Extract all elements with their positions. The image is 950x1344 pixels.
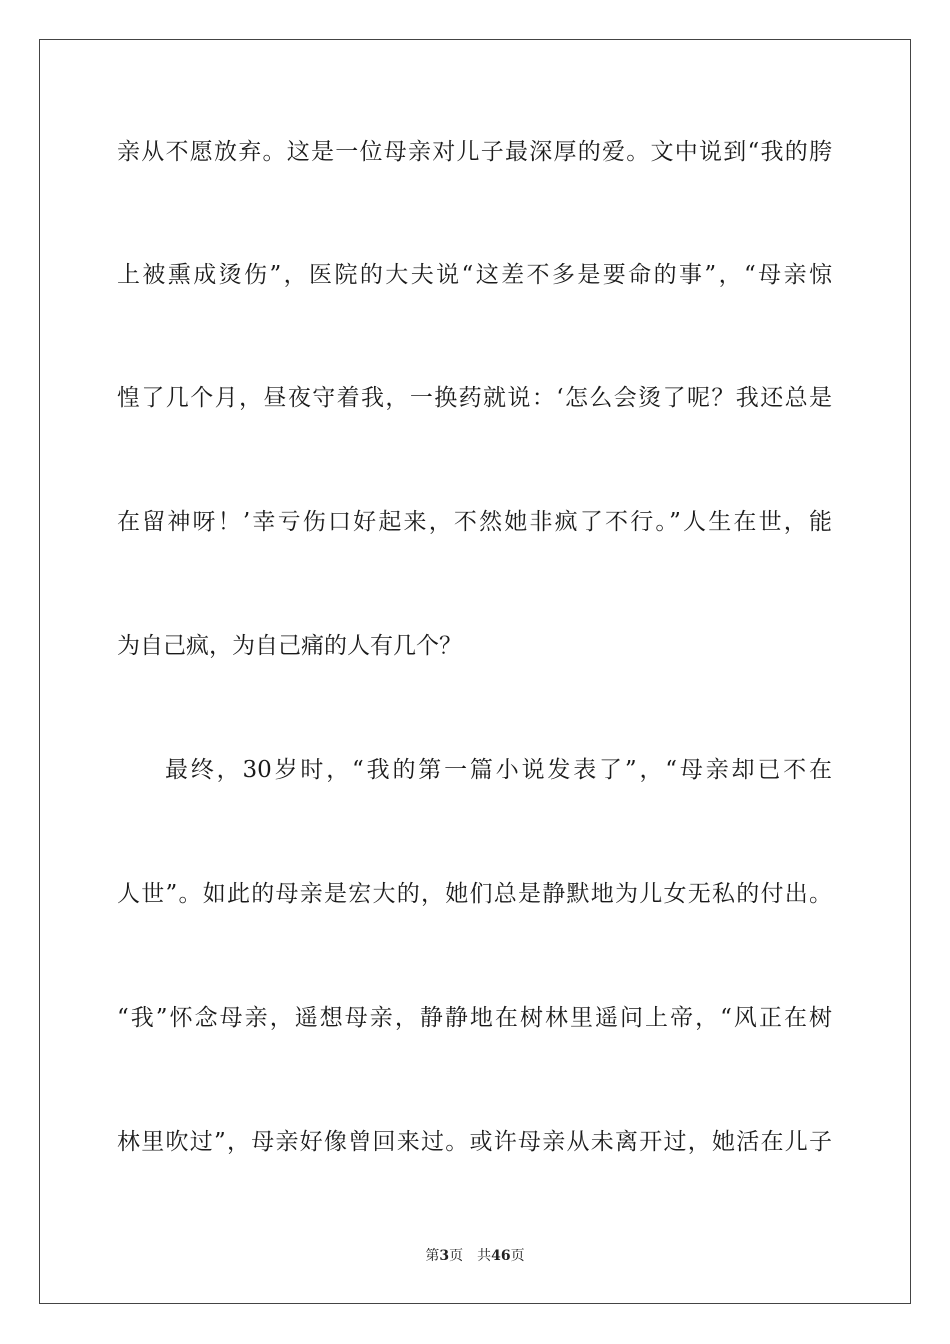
page-footer xyxy=(0,1246,950,1266)
total-suffix: 页 xyxy=(510,1248,525,1264)
total-prefix: 共 xyxy=(477,1248,492,1264)
page-number: 3 xyxy=(439,1248,450,1264)
page-border xyxy=(39,39,911,1304)
page-suffix: 页 xyxy=(449,1248,464,1264)
paragraph-first-line: 最终，30岁时，“我的第一篇小说发表了”，“母亲却已不在 xyxy=(165,757,832,783)
text-line: 亲从不愿放弃。这是一位母亲对儿子最深厚的爱。文中说到“我的胯 xyxy=(117,139,832,165)
page-prefix: 第 xyxy=(425,1248,440,1264)
text-line: 为自己疯，为自己痛的人有几个？ xyxy=(117,633,462,659)
text-line: “我”怀念母亲，遥想母亲，静静地在树林里遥问上帝，“风正在树 xyxy=(117,1005,832,1031)
text-line: 在留神呀！’幸亏伤口好起来，不然她非疯了不行。”人生在世，能 xyxy=(117,509,832,535)
text-line: 人世”。如此的母亲是宏大的，她们总是静默地为儿女无私的付出。 xyxy=(117,881,832,907)
text-line: 惶了几个月，昼夜守着我，一换药就说：‘怎么会烫了呢？我还总是 xyxy=(117,385,832,411)
text-line: 上被熏成烫伤”，医院的大夫说“这差不多是要命的事”，“母亲惊 xyxy=(117,262,832,288)
total-pages: 46 xyxy=(491,1248,511,1264)
text-line: 林里吹过”，母亲好像曾回来过。或许母亲从未离开过，她活在儿子 xyxy=(117,1129,832,1155)
